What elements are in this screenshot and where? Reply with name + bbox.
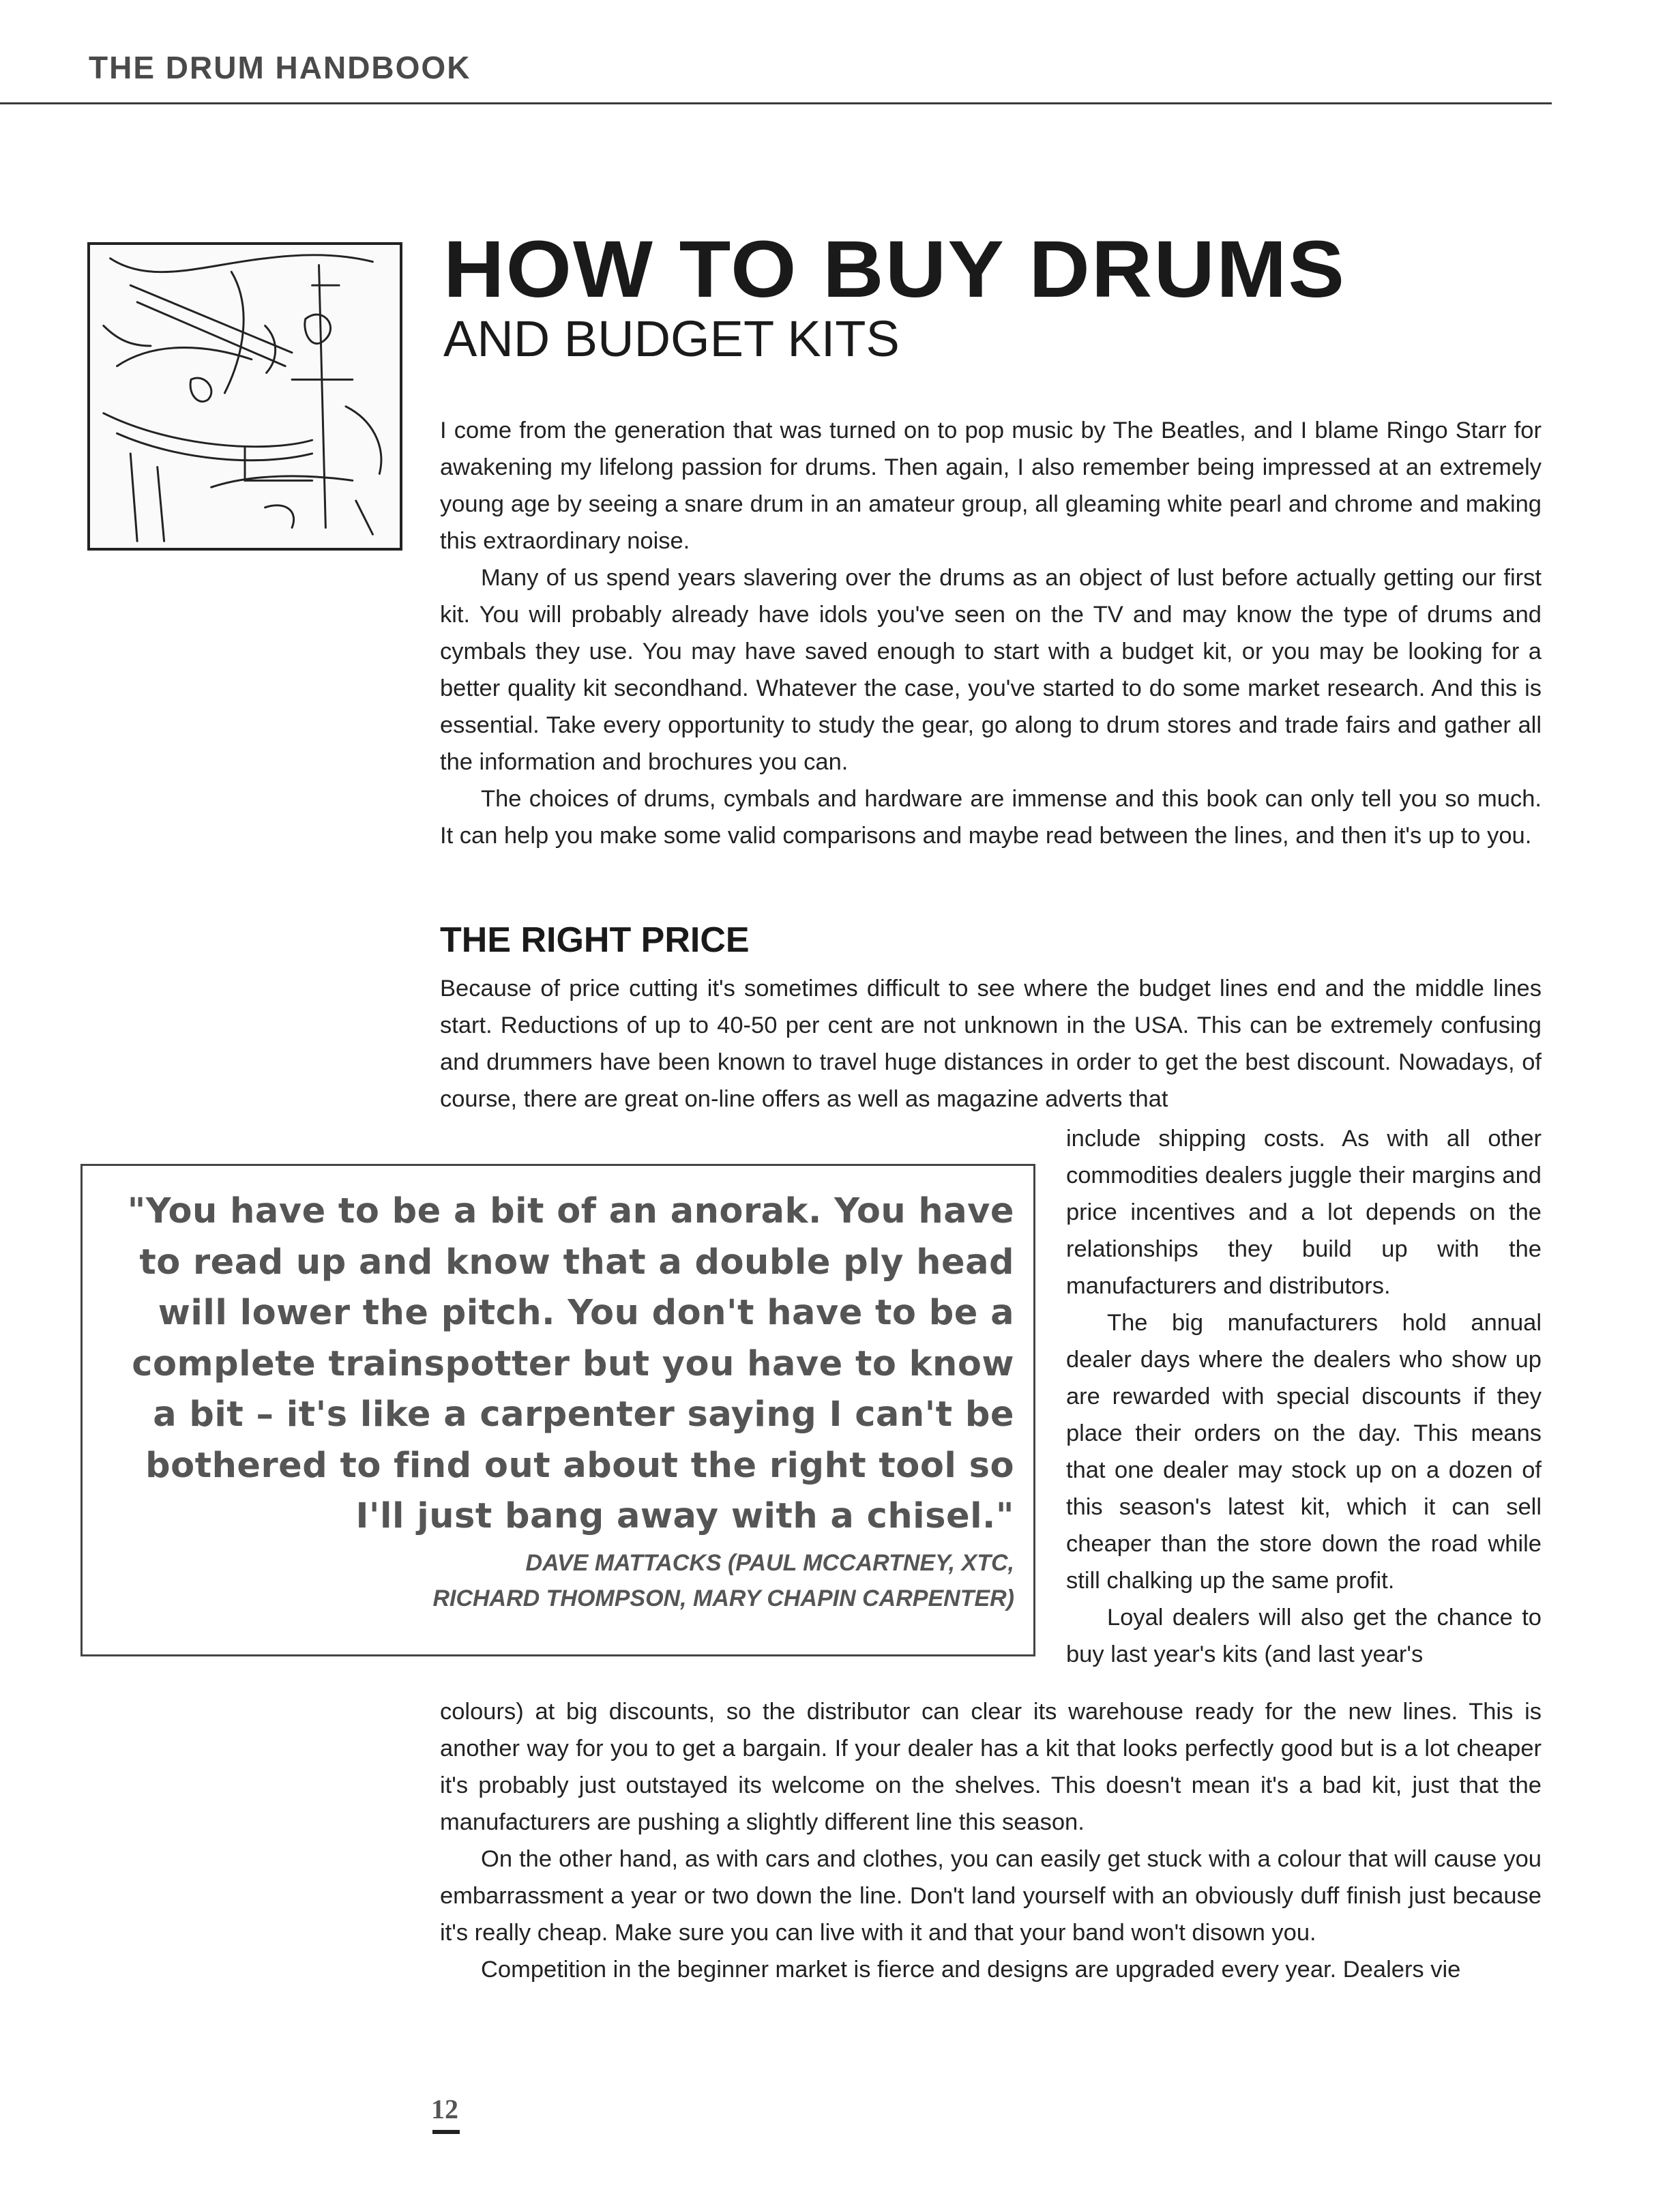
intro-paragraph: Many of us spend years slavering over the drums as an object of lust before actually getting our first kit. You will probably already have idols you've seen on the TV and may know the type of drums and cymbals they use. You may have saved enough to start with a budget kit, or you may be looking for a better quality kit secondhand. Whatever the case, you've started to do some market research. And this is essential. Take every opportunity to study the gear, go along to drum stores and trade fairs and gather all the information and brochures you can. [440, 565, 1542, 775]
continuation-paragraph: Competition in the beginner market is fierce and designs are upgraded every year. Dealers vie [481, 1957, 1461, 1983]
narrow-column-text [1066, 1120, 1542, 1673]
continuation-paragraph: On the other hand, as with cars and clothes, you can easily get stuck with a colour that will cause you embarrassment a year or two down the line. Don't land yourself with an obviously duff finish just because it's really cheap. Make sure you can live with it and that your band won't disown you. [440, 1846, 1542, 1946]
pull-quote-box [80, 1164, 1035, 1656]
article-subtitle: AND BUDGET KITS [443, 310, 900, 367]
attribution-line: DAVE MATTACKS (PAUL MCCARTNEY, XTC, [525, 1550, 1014, 1576]
right-price-text [440, 970, 1542, 1117]
pull-quote-attribution [100, 1545, 1014, 1616]
article-title: HOW TO BUY DRUMS [443, 224, 1346, 315]
page-number: 12 [431, 2094, 458, 2124]
narrow-paragraph: The big manufacturers hold annual dealer days where the dealers who show up are rewarded with special discounts if they place their orders on the day. This means that one dealer may stock up on a dozen of this season's latest kit, which it can sell cheaper than the store down the road while still chalking up the same profit. [1066, 1310, 1542, 1594]
intro-paragraph: I come from the generation that was turned on to pop music by The Beatles, and I blame Ringo Starr for awakening my lifelong passion for drums. Then again, I also remember being impressed at an extremely young age by seeing a snare drum in an amateur group, all gleaming white pearl and chrome and making this extraordinary noise. [440, 418, 1542, 554]
intro-text [440, 412, 1542, 854]
page-number-bar [432, 2130, 460, 2134]
right-price-paragraph: Because of price cutting it's sometimes difficult to see where the budget lines end and the middle lines start. Reductions of up to 40-50 per cent are not unknown in the USA. This can be extremely confusing and drummers have been known to travel huge distances in order to get the best discount. Nowadays, of course, there are great on-line offers as well as magazine adverts that [440, 976, 1542, 1112]
section-heading: THE RIGHT PRICE [440, 920, 750, 960]
continuation-text [440, 1693, 1542, 1988]
intro-paragraph: The choices of drums, cymbals and hardware are immense and this book can only tell you so much. It can help you make some valid comparisons and maybe read between the lines, and then it's up to you. [440, 786, 1542, 849]
running-header: THE DRUM HANDBOOK [89, 50, 471, 85]
narrow-paragraph: Loyal dealers will also get the chance to buy last year's kits (and last year's [1066, 1605, 1542, 1667]
narrow-paragraph: include shipping costs. As with all other commodities dealers juggle their margins and price incentives and a lot depends on the relationships they build up with the manufacturers and distributors. [1066, 1126, 1542, 1299]
pull-quote-text: "You have to be a bit of an anorak. You have to read up and know that a double ply head will lower the pitch. You don't have to be a complete trainspotter but you have to know a bit – it's like a carpenter saying I can't be bothered to find out about the right tool so I'll just bang away with a chisel." [127, 1191, 1014, 1536]
drummer-sketch-icon [87, 242, 402, 551]
header-rule [0, 102, 1552, 104]
continuation-paragraph: colours) at big discounts, so the distributor can clear its warehouse ready for the new lines. This is another way for you to get a bargain. If your dealer has a kit that looks perfectly good but is a lot cheaper it's probably just outstayed its welcome on the shelves. This doesn't mean it's a bad kit, just that the manufacturers are pushing a slightly different line this season. [440, 1699, 1542, 1835]
attribution-line: RICHARD THOMPSON, MARY CHAPIN CARPENTER) [432, 1585, 1014, 1611]
